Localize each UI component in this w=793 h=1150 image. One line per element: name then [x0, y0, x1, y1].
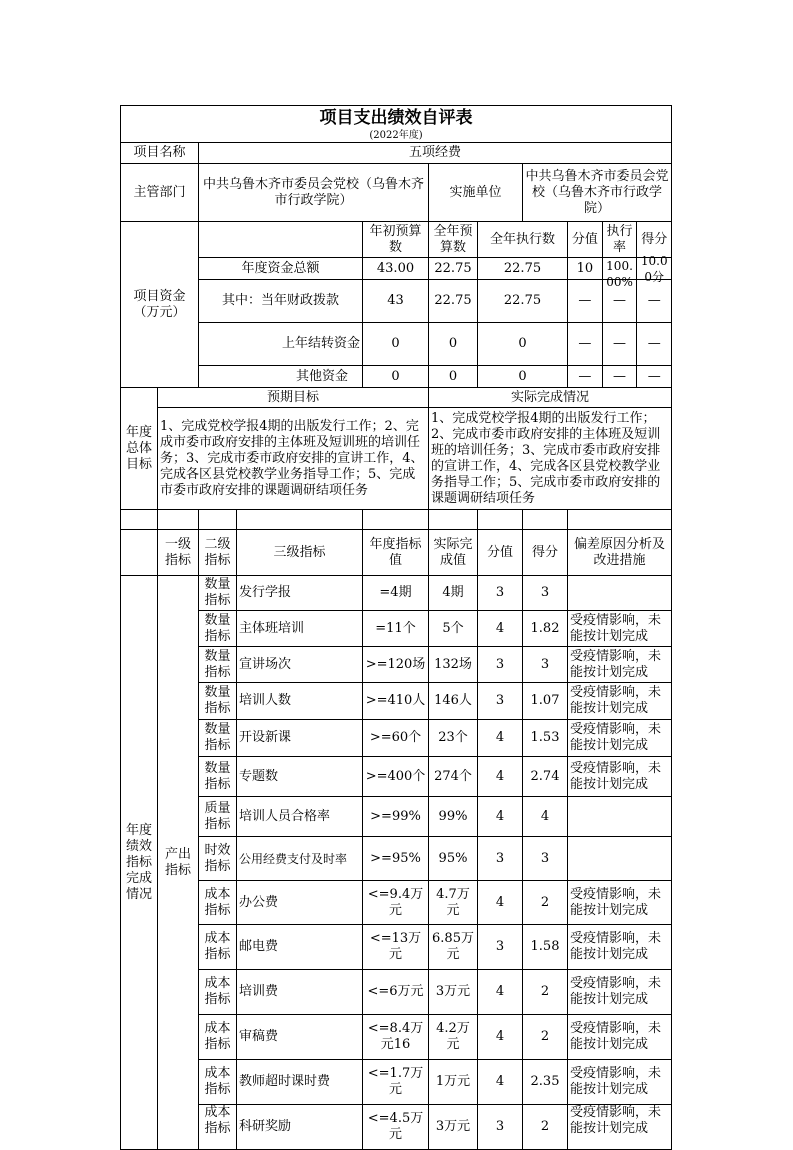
form-title: 项目支出绩效自评表: [121, 106, 672, 131]
actual-value: 5个: [429, 611, 478, 647]
indicator-row: [121, 1105, 672, 1150]
funds-row-label: 上年结转资金: [199, 323, 363, 366]
target-value: >=95%: [363, 837, 429, 881]
actual-value: 23个: [429, 720, 478, 757]
indicator-header-cell: 偏差原因分析及改进措施: [568, 530, 672, 576]
funds-score: —: [647, 293, 661, 308]
actual-value: 99%: [429, 797, 478, 837]
indicator-header-cell: 二级指标: [199, 530, 237, 576]
funds-row: [121, 258, 672, 280]
funds-annual: 22.75: [429, 258, 478, 280]
actual-value: 4.2万元: [429, 1015, 478, 1060]
deviation-reason: 受疫情影响，未能按计划完成: [568, 970, 672, 1015]
deviation-reason: 受疫情影响，未能按计划完成: [568, 647, 672, 683]
actual-value: 6.85万元: [429, 925, 478, 970]
level2-indicator: 成本指标: [199, 881, 237, 925]
actual-goal-text: 1、完成党校学报4期的出版发行工作；2、完成市委市政府安排的主体班及短训班的培训任务；3、完成市委市政府安排的宣讲工作，4、完成各区县党校教学业务指导工作；5、完成市委市政府安排的课题调研结项任务: [429, 408, 672, 510]
score-value: 1.07: [523, 683, 568, 720]
level2-indicator: 数量指标: [199, 647, 237, 683]
funds-header-cell: 执行率: [603, 222, 638, 257]
funds-score-value: 10: [568, 258, 603, 279]
funds-row: [121, 323, 672, 366]
funds-header-cell: 得分: [641, 231, 668, 247]
funds-rate: —: [603, 366, 638, 387]
weight-value: 3: [478, 837, 523, 881]
deviation-reason: [568, 837, 672, 881]
indicator-row: [121, 881, 672, 925]
target-value: >=120场: [363, 647, 429, 683]
level3-indicator: 培训人数: [237, 683, 363, 720]
level2-indicator: 数量指标: [199, 683, 237, 720]
funds-initial: 0: [363, 366, 429, 388]
funds-annual: 0: [429, 323, 478, 366]
weight-value: 4: [478, 720, 523, 757]
level3-indicator: 邮电费: [237, 925, 363, 970]
funds-row-label: 其他资金: [199, 366, 363, 388]
score-value: 3: [523, 647, 568, 683]
goals-text-row: [121, 408, 672, 510]
funds-executed: 22.75: [478, 280, 568, 323]
actual-value: 4.7万元: [429, 881, 478, 925]
funds-row-label: 年度资金总额: [199, 258, 363, 280]
expected-goal-text: 1、完成党校学报4期的出版发行工作；2、完成市委市政府安排的主体班及短训班的培训任务；3、完成市委市政府安排的宣讲工作，4、完成各区县党校教学业务指导工作；5、完成市委市政府安排的课题调研结项任务: [158, 408, 429, 510]
weight-value: 3: [478, 925, 523, 970]
weight-value: 3: [478, 576, 523, 611]
score-value: 2.35: [523, 1060, 568, 1105]
indicator-row: [121, 683, 672, 720]
indicator-header-blank: [121, 530, 158, 576]
year-row: [121, 130, 672, 143]
project-name-value: 五项经费: [199, 143, 672, 164]
level3-indicator: 主体班培训: [237, 611, 363, 647]
level3-indicator: 专题数: [237, 757, 363, 797]
performance-section-label: 年度绩效指标完成情况: [121, 576, 158, 1150]
funds-annual: 22.75: [429, 280, 478, 323]
indicator-row: [121, 757, 672, 797]
goals-section-label: 年度总体目标: [121, 388, 158, 510]
deviation-reason: 受疫情影响，未能按计划完成: [568, 1060, 672, 1105]
target-value: <=1.7万元: [363, 1060, 429, 1105]
funds-header-cell: 分值: [568, 222, 603, 257]
funds-executed: 22.75: [478, 258, 568, 280]
score-value: 3: [523, 576, 568, 611]
deviation-reason: 受疫情影响，未能按计划完成: [568, 925, 672, 970]
funds-executed: 0: [478, 366, 568, 388]
indicator-row: [121, 1015, 672, 1060]
indicator-header-row: [121, 530, 672, 576]
level2-indicator: 数量指标: [199, 611, 237, 647]
target-value: >=400个: [363, 757, 429, 797]
funds-row-label: 其中：当年财政拨款: [199, 280, 363, 323]
level2-indicator: 时效指标: [199, 837, 237, 881]
indicator-header-cell: 三级指标: [237, 530, 363, 576]
indicator-row: [121, 797, 672, 837]
form-year: (2022年度): [121, 130, 672, 143]
indicator-row: [121, 970, 672, 1015]
score-value: 2: [523, 1015, 568, 1060]
department-row: [121, 164, 672, 222]
actual-value: 1万元: [429, 1060, 478, 1105]
indicator-row: [121, 925, 672, 970]
funds-score-value: —: [568, 366, 603, 387]
indicator-row: [121, 611, 672, 647]
deviation-reason: 受疫情影响，未能按计划完成: [568, 1105, 672, 1150]
score-value: 2.74: [523, 757, 568, 797]
level1-output-indicator: 产出指标: [158, 576, 199, 1150]
level3-indicator: 开设新课: [237, 720, 363, 757]
funds-rate: —: [603, 280, 638, 322]
funds-annual: 0: [429, 366, 478, 388]
funds-initial: 0: [363, 323, 429, 366]
actual-value: 95%: [429, 837, 478, 881]
project-name-row: [121, 143, 672, 164]
score-value: 3: [523, 837, 568, 881]
target-value: <=8.4万元16: [363, 1015, 429, 1060]
weight-value: 4: [478, 1015, 523, 1060]
deviation-reason: 受疫情影响，未能按计划完成: [568, 683, 672, 720]
goals-header-row: [121, 388, 672, 408]
target-value: =4期: [363, 576, 429, 611]
funds-rate: 100.00%: [603, 258, 638, 279]
deviation-reason: [568, 797, 672, 837]
deviation-reason: 受疫情影响，未能按计划完成: [568, 720, 672, 757]
level3-indicator: 培训人员合格率: [237, 797, 363, 837]
actual-value: 132场: [429, 647, 478, 683]
level3-indicator: 审稿费: [237, 1015, 363, 1060]
funds-executed: 0: [478, 323, 568, 366]
indicator-header-cell: 分值: [478, 530, 523, 576]
deviation-reason: 受疫情影响，未能按计划完成: [568, 757, 672, 797]
actual-value: 3万元: [429, 970, 478, 1015]
funds-score-value: —: [568, 323, 603, 365]
target-value: <=13万元: [363, 925, 429, 970]
indicator-header-cell: 实际完成值: [429, 530, 478, 576]
level3-indicator: 宣讲场次: [237, 647, 363, 683]
implementing-unit-value: 中共乌鲁木齐市委员会党校（乌鲁木齐市行政学院）: [523, 164, 672, 222]
actual-value: 4期: [429, 576, 478, 611]
target-value: =11个: [363, 611, 429, 647]
score-value: 1.58: [523, 925, 568, 970]
weight-value: 3: [478, 683, 523, 720]
target-value: <=9.4万元: [363, 881, 429, 925]
level2-indicator: 质量指标: [199, 797, 237, 837]
funds-section-label: 项目资金（万元）: [121, 222, 199, 388]
weight-value: 4: [478, 757, 523, 797]
level2-indicator: 成本指标: [199, 970, 237, 1015]
level2-indicator: 成本指标: [199, 925, 237, 970]
level3-indicator: 科研奖励: [237, 1105, 363, 1150]
funds-score: —: [647, 368, 661, 384]
indicator-row: [121, 576, 672, 611]
funds-header-cell: 年初预算数: [363, 222, 429, 258]
indicator-row: [121, 1060, 672, 1105]
indicator-row: [121, 837, 672, 881]
level2-indicator: 数量指标: [199, 757, 237, 797]
weight-value: 3: [478, 647, 523, 683]
indicator-header-cell: 年度指标值: [363, 530, 429, 576]
title-row: [121, 106, 672, 131]
indicator-header-cell: 得分: [523, 530, 568, 576]
evaluation-table: [120, 105, 672, 1150]
level3-indicator: 教师超时课时费: [237, 1060, 363, 1105]
score-value: 2: [523, 881, 568, 925]
weight-value: 4: [478, 970, 523, 1015]
project-name-label: 项目名称: [121, 143, 199, 164]
target-value: <=4.5万元: [363, 1105, 429, 1150]
level3-indicator: 公用经费支付及时率: [237, 837, 363, 881]
funds-row: [121, 366, 672, 388]
score-value: 4: [523, 797, 568, 837]
funds-header-cell: 全年执行数: [478, 222, 568, 258]
funds-row: [121, 280, 672, 323]
funds-initial: 43: [363, 280, 429, 323]
score-value: 2: [523, 970, 568, 1015]
score-value: 2: [523, 1105, 568, 1150]
funds-header-row: [121, 222, 672, 258]
weight-value: 4: [478, 1060, 523, 1105]
level3-indicator: 发行学报: [237, 576, 363, 611]
funds-header-blank: [199, 222, 363, 258]
level3-indicator: 办公费: [237, 881, 363, 925]
level2-indicator: 成本指标: [199, 1015, 237, 1060]
target-value: >=410人: [363, 683, 429, 720]
deviation-reason: 受疫情影响，未能按计划完成: [568, 611, 672, 647]
funds-score-value: —: [568, 280, 603, 322]
target-value: <=6万元: [363, 970, 429, 1015]
score-value: 1.53: [523, 720, 568, 757]
level2-indicator: 成本指标: [199, 1105, 237, 1150]
level3-indicator: 培训费: [237, 970, 363, 1015]
indicator-row: [121, 720, 672, 757]
spacer-row: [121, 510, 672, 530]
deviation-reason: 受疫情影响，未能按计划完成: [568, 881, 672, 925]
funds-rate: —: [603, 323, 638, 365]
score-value: 1.82: [523, 611, 568, 647]
funds-header-cell: 全年预算数: [429, 222, 478, 258]
indicator-row: [121, 647, 672, 683]
implementing-unit-label: 实施单位: [429, 164, 523, 222]
level2-indicator: 成本指标: [199, 1060, 237, 1105]
expected-goal-label: 预期目标: [158, 388, 429, 408]
weight-value: 4: [478, 797, 523, 837]
deviation-reason: [568, 576, 672, 611]
actual-value: 3万元: [429, 1105, 478, 1150]
actual-value: 146人: [429, 683, 478, 720]
department-label: 主管部门: [121, 164, 199, 222]
actual-goal-label: 实际完成情况: [429, 388, 672, 408]
level2-indicator: 数量指标: [199, 576, 237, 611]
funds-score: 10.00分: [640, 253, 668, 284]
funds-score: —: [647, 336, 661, 351]
weight-value: 4: [478, 611, 523, 647]
weight-value: 3: [478, 1105, 523, 1150]
funds-initial: 43.00: [363, 258, 429, 280]
department-value: 中共乌鲁木齐市委员会党校（乌鲁木齐市行政学院）: [199, 164, 429, 222]
level2-indicator: 数量指标: [199, 720, 237, 757]
self-evaluation-form: [120, 105, 672, 1142]
target-value: >=99%: [363, 797, 429, 837]
deviation-reason: 受疫情影响，未能按计划完成: [568, 1015, 672, 1060]
target-value: >=60个: [363, 720, 429, 757]
indicator-header-cell: 一级指标: [158, 530, 199, 576]
weight-value: 4: [478, 881, 523, 925]
actual-value: 274个: [429, 757, 478, 797]
